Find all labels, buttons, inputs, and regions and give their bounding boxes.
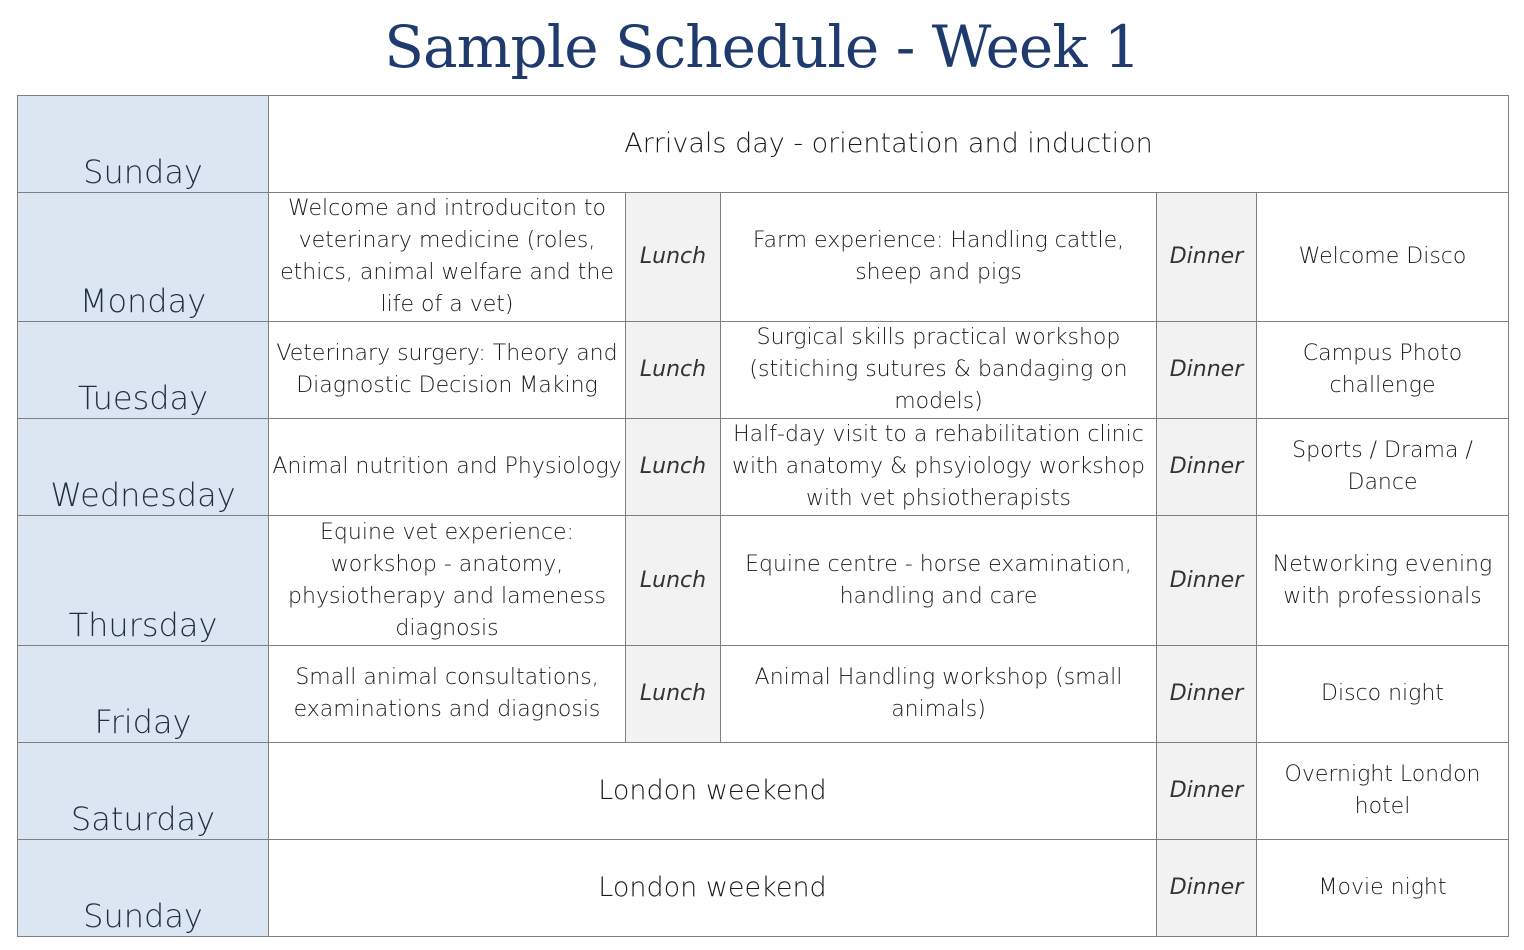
- afternoon-activity-cell: Animal Handling workshop (small animals): [721, 645, 1157, 742]
- table-row: [18, 839, 1509, 936]
- afternoon-activity-cell: Equine centre - horse examination, handling and care: [721, 516, 1157, 645]
- evening-activity-cell: Sports / Drama / Dance: [1257, 419, 1509, 516]
- morning-activity-cell: Veterinary surgery: Theory and Diagnostic Decision Making: [269, 322, 626, 419]
- morning-activity-cell: Welcome and introduciton to veterinary medicine (roles, ethics, animal welfare and the life of a vet): [269, 193, 626, 322]
- table-row: [18, 96, 1509, 193]
- evening-activity-cell: Welcome Disco: [1257, 193, 1509, 322]
- evening-activity-cell: Campus Photo challenge: [1257, 322, 1509, 419]
- table-row: [18, 419, 1509, 516]
- full-day-activity-cell: Arrivals day - orientation and induction: [269, 96, 1509, 193]
- morning-activity-cell: Small animal consultations, examinations and diagnosis: [269, 645, 626, 742]
- day-cell: Saturday: [18, 742, 269, 839]
- lunch-cell: Lunch: [626, 193, 721, 322]
- evening-activity-cell: Networking evening with professionals: [1257, 516, 1509, 645]
- day-cell: Friday: [18, 645, 269, 742]
- morning-activity-cell: Equine vet experience: workshop - anatomy, physiotherapy and lameness diagnosis: [269, 516, 626, 645]
- evening-activity-cell: Overnight London hotel: [1257, 742, 1509, 839]
- lunch-cell: Lunch: [626, 419, 721, 516]
- evening-activity-cell: Disco night: [1257, 645, 1509, 742]
- lunch-cell: Lunch: [626, 645, 721, 742]
- day-cell: Tuesday: [18, 322, 269, 419]
- dinner-cell: Dinner: [1157, 645, 1257, 742]
- dinner-cell: Dinner: [1157, 193, 1257, 322]
- day-cell: Sunday: [18, 96, 269, 193]
- schedule-table: [17, 95, 1509, 937]
- table-row: [18, 645, 1509, 742]
- dinner-cell: Dinner: [1157, 322, 1257, 419]
- afternoon-activity-cell: Surgical skills practical workshop (stitiching sutures & bandaging on models): [721, 322, 1157, 419]
- morning-activity-cell: Animal nutrition and Physiology: [269, 419, 626, 516]
- table-row: [18, 516, 1509, 645]
- table-row: [18, 193, 1509, 322]
- table-row: [18, 322, 1509, 419]
- day-cell: Wednesday: [18, 419, 269, 516]
- table-row: [18, 742, 1509, 839]
- dinner-cell: Dinner: [1157, 419, 1257, 516]
- dinner-cell: Dinner: [1157, 516, 1257, 645]
- day-activity-cell: London weekend: [269, 742, 1157, 839]
- page-title: Sample Schedule - Week 1: [384, 13, 1140, 81]
- day-activity-cell: London weekend: [269, 839, 1157, 936]
- dinner-cell: Dinner: [1157, 742, 1257, 839]
- lunch-cell: Lunch: [626, 516, 721, 645]
- day-cell: Thursday: [18, 516, 269, 645]
- dinner-cell: Dinner: [1157, 839, 1257, 936]
- afternoon-activity-cell: Half-day visit to a rehabilitation clinic with anatomy & phsyiology workshop with vet phsiotherapists: [721, 419, 1157, 516]
- evening-activity-cell: Movie night: [1257, 839, 1509, 936]
- lunch-cell: Lunch: [626, 322, 721, 419]
- day-cell: Sunday: [18, 839, 269, 936]
- day-cell: Monday: [18, 193, 269, 322]
- afternoon-activity-cell: Farm experience: Handling cattle, sheep and pigs: [721, 193, 1157, 322]
